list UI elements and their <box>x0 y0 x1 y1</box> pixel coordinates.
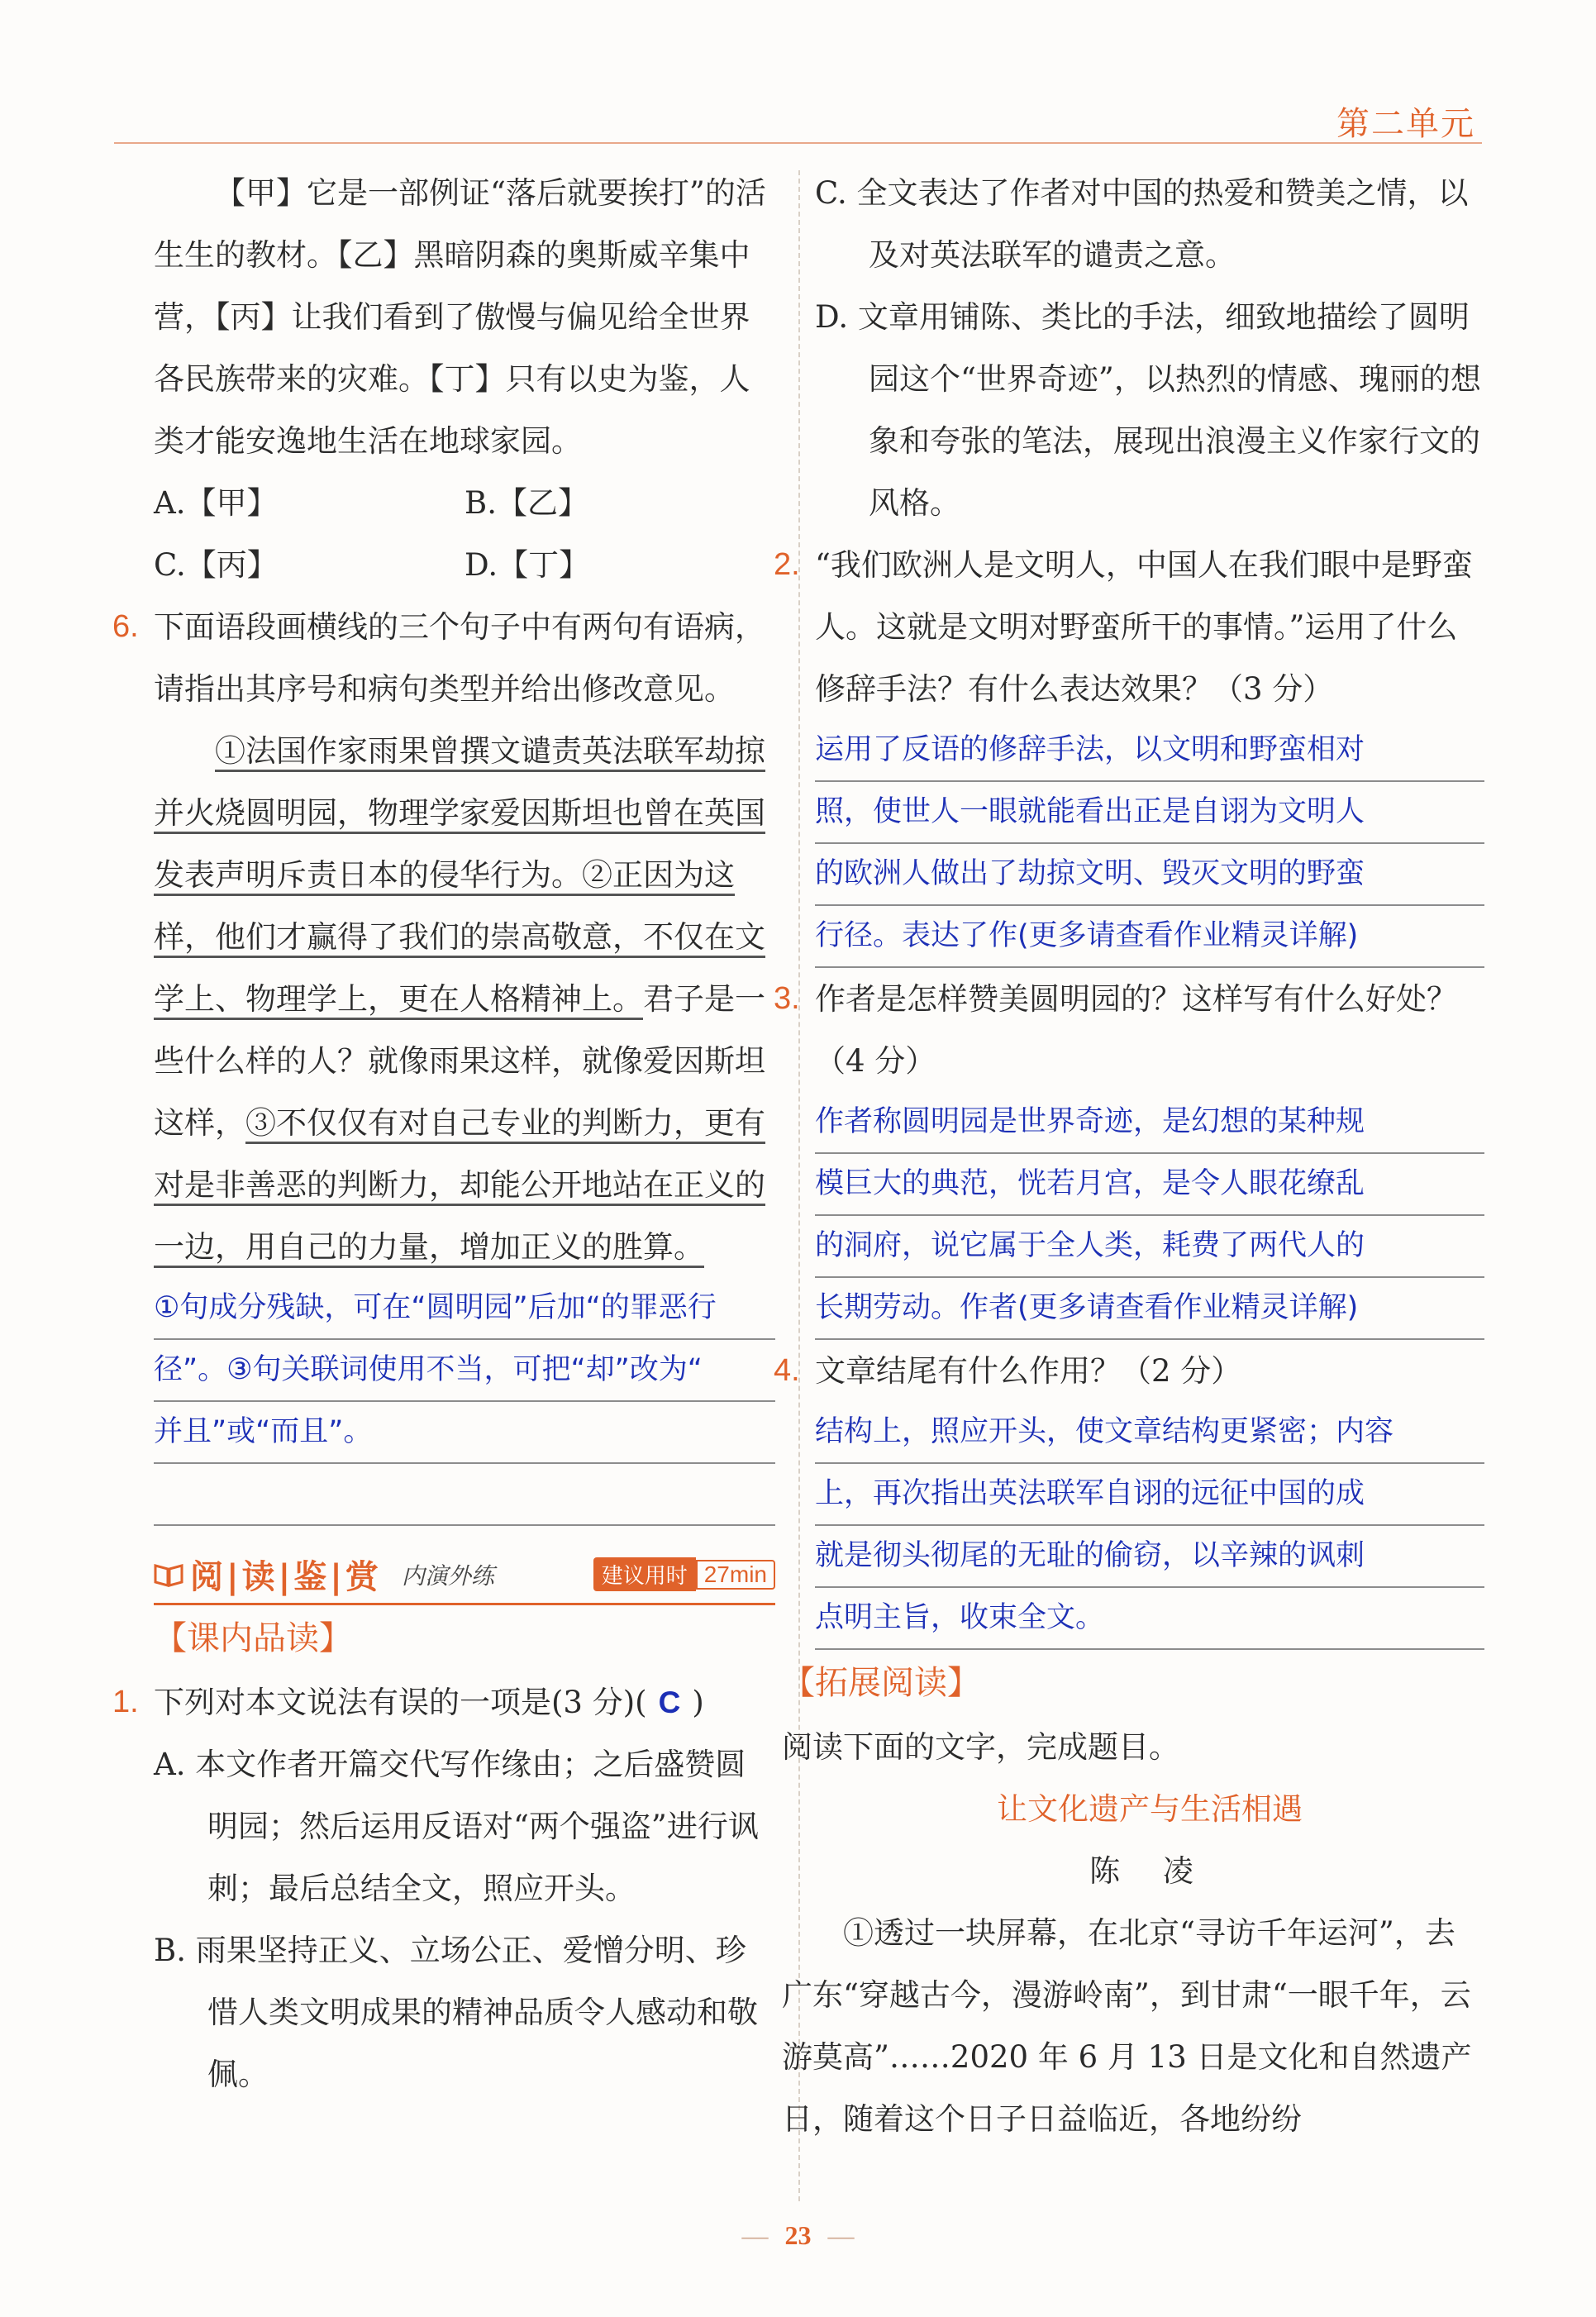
article-author: 陈 凌 <box>1089 1853 1210 1889</box>
page-number: — 23 — <box>0 2220 1596 2251</box>
reading-banner <box>154 1551 775 1605</box>
sentence-2: ②正因为这样，他们才赢得了我们的崇高敬意，不仅在文学上、物理学上，更在人格精神上。 <box>154 857 765 1017</box>
unit-title: 第二单元 <box>1336 105 1475 143</box>
answer-line: 并且”或“而且”。 <box>154 1402 775 1464</box>
answer-line: ①句成分残缺，可在“圆明园”后加“的罪恶行 <box>154 1278 775 1340</box>
connecting-text: 君子是一些什么样的人？就像雨果这样，就像爱因斯坦这样， <box>154 981 765 1141</box>
right-column <box>774 162 1484 2150</box>
question-stem: 文章结尾有什么作用？（2 分） <box>815 1353 1242 1389</box>
q5-options-row-1 <box>154 472 775 534</box>
reading-title: 阅|读|鉴|赏 <box>190 1558 382 1596</box>
answer-line: 的洞府，说它属于全人类，耗费了两代人的 <box>815 1216 1484 1278</box>
question-stem <box>154 1671 775 1733</box>
reading-subtitle: 内演外练 <box>401 1561 494 1590</box>
q6-passage <box>154 720 775 1278</box>
stem-text: 下列对本文说法有误的一项是(3 分)( <box>154 1685 647 1720</box>
book-icon <box>154 1562 183 1587</box>
q1-option-d: D. 文章用铺陈、类比的手法，细致地描绘了圆明园这个“世界奇迹”，以热烈的情感、瑰丽的想象和夸张的笔法，展现出浪漫主义作家行文的风格。 <box>815 299 1481 521</box>
answer-line: 点明主旨，收束全文。 <box>815 1588 1484 1650</box>
question-number: 2. <box>774 547 800 582</box>
answer-line: 作者称圆明园是世界奇迹，是幻想的某种规 <box>815 1092 1484 1154</box>
q1-option-b: B. 雨果坚持正义、立场公正、爱憎分明、珍惜人类文明成果的精神品质令人感动和敬佩。 <box>154 1933 758 2092</box>
time-label: 建议用时 <box>593 1557 696 1591</box>
q5-option-c: C.【丙】 <box>154 547 278 583</box>
q6-answer <box>154 1278 775 1464</box>
question-2 <box>774 534 1484 968</box>
question-6 <box>112 596 775 1526</box>
instruction: 阅读下面的文字，完成题目。 <box>782 1729 1179 1765</box>
question-4 <box>774 1340 1484 1650</box>
question-stem: “我们欧洲人是文明人，中国人在我们眼中是野蛮人。这就是文明对野蛮所干的事情。”运用了什么修辞手法？有什么表达效果？（3 分） <box>815 547 1473 707</box>
question-number: 4. <box>774 1353 800 1388</box>
answer-line: 行径。表达了作(更多请查看作业精灵详解) <box>815 906 1484 968</box>
header-rule <box>114 142 1482 144</box>
time-value: 27min <box>696 1560 775 1590</box>
question-number: 6. <box>112 609 139 644</box>
question-number: 3. <box>774 981 800 1016</box>
question-stem: 下面语段画横线的三个句子中有两句有语病，请指出其序号和病句类型并给出修改意见。 <box>154 609 765 707</box>
question-number: 1. <box>112 1685 139 1719</box>
q1-option-c: C. 全文表达了作者对中国的热爱和赞美之情，以及对英法联军的谴责之意。 <box>815 175 1469 273</box>
answer-line: 长期劳动。作者(更多请查看作业精灵详解) <box>815 1278 1484 1340</box>
q1-option-a: A. 本文作者开篇交代写作缘由；之后盛赞圆明园；然后运用反语对“两个强盗”进行讽刺；最后总结全文，照应开头。 <box>154 1747 759 1906</box>
section-heading-extended: 【拓展阅读】 <box>782 1664 980 1702</box>
answer-line: 模巨大的典范，恍若月宫，是令人眼花缭乱 <box>815 1154 1484 1216</box>
q5-passage: 【甲】它是一部例证“落后就要挨打”的活生生的教材。【乙】黑暗阴森的奥斯威辛集中营，【丙】让我们看到了傲慢与偏见给全世界各民族带来的灾难。【丁】只有以史为鉴，人类才能安逸地生活在地球家园。 <box>154 175 766 459</box>
q2-answer <box>815 720 1484 968</box>
q5-options-row-2 <box>154 534 775 596</box>
article-title: 让文化遗产与生活相遇 <box>997 1791 1303 1827</box>
q5-option-b: B.【乙】 <box>465 485 588 521</box>
sentence-1: ①法国作家雨果曾撰文谴责英法联军劫掠并火烧圆明园，物理学家爱因斯坦也曾在英国发表声明斥责日本的侵华行为。 <box>154 733 765 893</box>
question-3 <box>774 968 1484 1340</box>
q4-answer <box>815 1402 1484 1650</box>
answer-line: 照，使世人一眼就能看出正是自诩为文明人 <box>815 782 1484 844</box>
question-1 <box>112 1671 775 2105</box>
answer-line: 运用了反语的修辞手法，以文明和野蛮相对 <box>815 720 1484 782</box>
answer-line: 上，再次指出英法联军自诩的远征中国的成 <box>815 1464 1484 1526</box>
sentence-3: ③不仅仅有对自己专业的判断力，更有对是非善恶的判断力，却能公开地站在正义的一边，用自己的力量，增加正义的胜算。 <box>154 1105 765 1265</box>
answer-choice: C <box>658 1685 681 1719</box>
q3-answer <box>815 1092 1484 1340</box>
question-stem: 作者是怎样赞美圆明园的？这样写有什么好处？（4 分） <box>815 981 1457 1079</box>
blank-answer-line <box>154 1464 775 1526</box>
left-column <box>112 162 775 2105</box>
answer-line: 就是彻头彻尾的无耻的偷窃，以辛辣的讽刺 <box>815 1526 1484 1588</box>
stem-end: ) <box>692 1685 704 1720</box>
answer-line: 的欧洲人做出了劫掠文明、毁灭文明的野蛮 <box>815 844 1484 906</box>
article-paragraph-1: ①透过一块屏幕，在北京“寻访千年运河”，去广东“穿越古今，漫游岭南”，到甘肃“一眼千年，云游莫高”……2020 年 6 月 13 日是文化和自然遗产日，随着这个日子日益临近，各地纷纷 <box>782 1915 1472 2137</box>
q5-option-a: A.【甲】 <box>154 485 278 521</box>
answer-line: 结构上，照应开头，使文章结构更紧密；内容 <box>815 1402 1484 1464</box>
section-heading-in-class: 【课内品读】 <box>154 1619 352 1657</box>
q5-option-d: D.【丁】 <box>465 547 590 583</box>
answer-line: 径”。③句关联词使用不当，可把“却”改为“ <box>154 1340 775 1402</box>
